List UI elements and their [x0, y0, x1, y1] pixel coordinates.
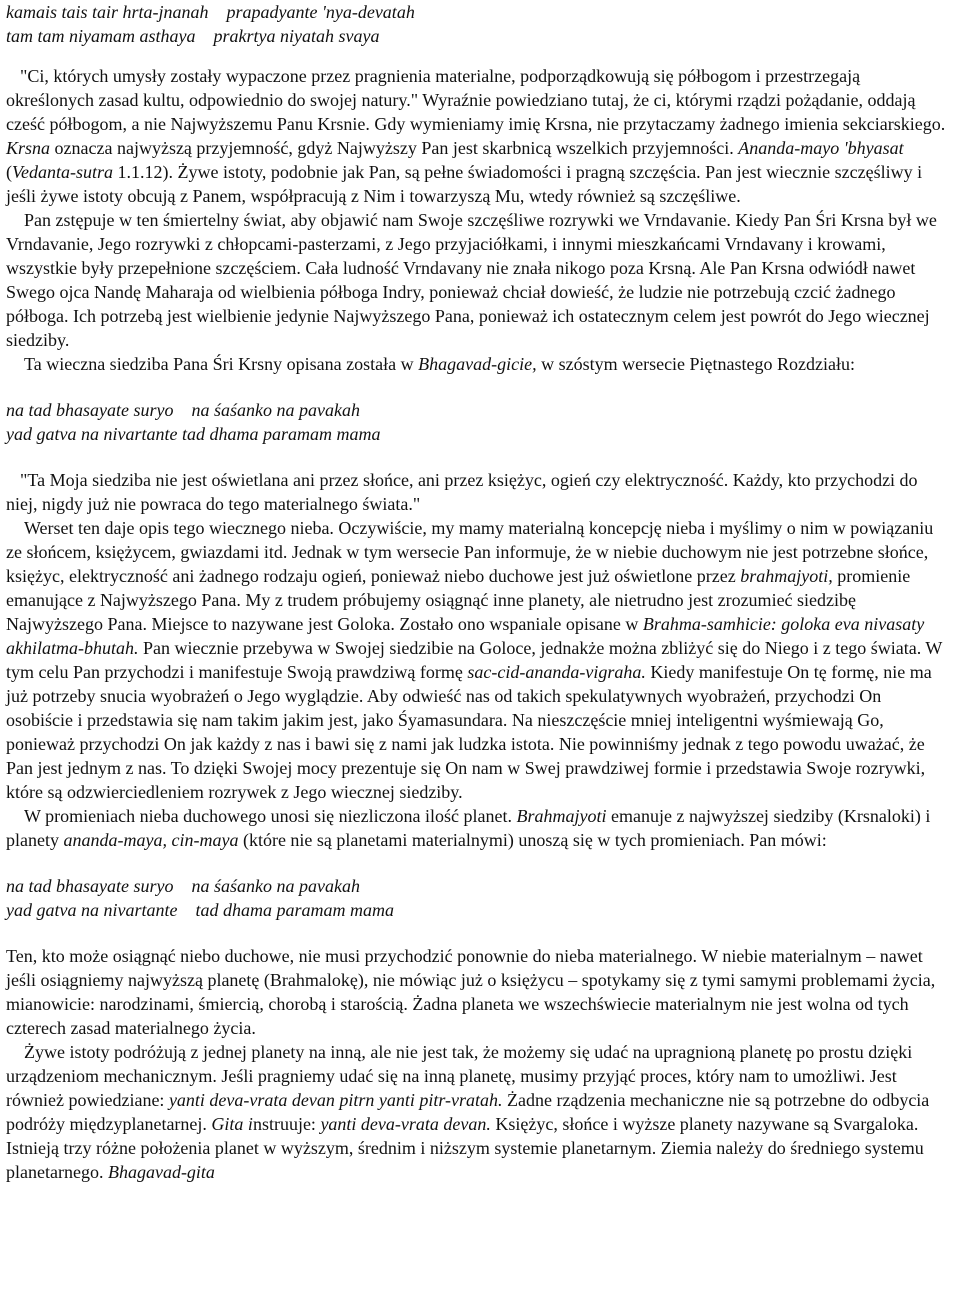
italic-term: ananda-maya, cin-maya — [63, 830, 239, 850]
verse-line — [6, 422, 952, 446]
spacer — [6, 922, 952, 944]
verse-line — [6, 0, 952, 24]
text-span: Żadne rządzenia mechaniczne nie są potrzebne do odbycia podróży międzyplanetarnej. — [6, 1090, 930, 1134]
verse-text: yad gatva na nivartante — [6, 900, 178, 920]
verse-line — [6, 24, 952, 48]
text-span: Pan wiecznie przebywa w Swojej siedzibie na Goloce, jednakże można zbliżyć się do Niego i z tego świata. W tym celu Pan przychodzi i manifestuje Swoją prawdziwą formę — [6, 638, 943, 682]
text-span: Żywe istoty podróżują z jednej planety na inną, ale nie jest tak, że możemy się udać na upragnioną planetę po prostu dzięki urządzeniom mechanicznym. Jeśli pragniemy udać się na inną planetę, musimy przyjąć proces, który nam to umożliwi. Jest również powiedziane: — [6, 1042, 913, 1110]
text-span: w szóstym wersecie Piętnastego Rozdziału: — [536, 354, 856, 374]
text-span: W promieniach nieba duchowego unosi się niezliczona ilość planet. — [24, 806, 517, 826]
paragraph-7: Ten, kto może osiągnąć niebo duchowe, nie musi przychodzić ponownie do nieba materialnego. W niebie materialnym – nawet jeśli osiągniemy najwyższą planetę (Brahmalokę), nie mówiąc już o księżycu – spotykamy się z tymi samymi problemami życia, mianowicie: narodzinami, śmiercią, chorobą i starością. Żadna planeta we wszechświecie materialnym nie jest wolna od tych czterech zasad materialnego życia. — [6, 946, 936, 1038]
verse-text: na śaśanko na pavakah — [191, 400, 360, 420]
text-span: Wyraźnie powiedziano tutaj, że ci, którymi rządzi pożądanie, oddają cześć półbogom, a nie Najwyższemu Panu Krsnie. Gdy wymieniamy imię Krsna, nie przytaczamy żadnego imienia sekciarskiego. — [6, 90, 946, 134]
paragraph-3 — [6, 352, 952, 376]
text-span: ( — [6, 162, 12, 182]
verse-text: yad gatva na nivartante tad dhama paramam mama — [6, 424, 381, 444]
text-span: "Ci, których umysły zostały wypaczone przez pragnienia materialne, podporządkowują się półbogom i przestrzegają określonych zasad kultu, odpowiednio do swojej natury." — [6, 66, 861, 110]
italic-term: Ananda-mayo 'bhyasat — [738, 138, 904, 158]
italic-term: yanti deva-vrata devan pitrn yanti pitr-vratah. — [168, 1090, 503, 1110]
verse-text: na tad bhasayate suryo — [6, 400, 174, 420]
text-span: emanuje z najwyższej siedziby (Krsnaloki) i planety — [6, 806, 931, 850]
paragraph-translation-2: "Ta Moja siedziba nie jest oświetlana ani przez słońce, ani przez księżyc, ogień czy elektryczność. Każdy, kto przychodzi do niej, nigdy już nie powraca do tego materialnego świata." — [6, 470, 918, 514]
verse-block-1 — [6, 0, 952, 48]
italic-term: Brahmajyoti — [516, 806, 607, 826]
italic-term: yanti deva-vrata devan. — [320, 1114, 491, 1134]
verse-text: tad dhama paramam mama — [195, 900, 394, 920]
spacer — [6, 446, 952, 468]
paragraph-5 — [6, 516, 952, 804]
verse-line — [6, 898, 952, 922]
spacer — [6, 48, 952, 64]
italic-term: brahmajyoti, — [740, 566, 833, 586]
text-span: nstruuje: — [252, 1114, 321, 1134]
italic-term: Krsna — [6, 138, 51, 158]
paragraph-8 — [6, 1040, 952, 1184]
verse-text: na śaśanko na pavakah — [191, 876, 360, 896]
spacer — [6, 852, 952, 874]
italic-term: Bhagavad-gicie, — [418, 354, 537, 374]
verse-text: prapadyante 'nya-devatah — [226, 2, 415, 22]
text-span: 1.1.12). Żywe istoty, podobnie jak Pan, są pełne świadomości i pragną szczęścia. Pan jest wiecznie szczęśliwy i jeśli żywe istoty obcują z Panem, współpracują z Nim i towarzyszą Mu, wtedy również są szczęśliwe. — [6, 162, 923, 206]
italic-term: Vedanta-sutra — [12, 162, 113, 182]
spacer — [6, 376, 952, 398]
verse-text: kamais tais tair hrta-jnanah — [6, 2, 209, 22]
verse-line — [6, 398, 952, 422]
verse-block-3 — [6, 874, 952, 922]
italic-term: Bhagavad-gita — [107, 1162, 215, 1182]
paragraph-translation-1 — [6, 64, 952, 208]
text-span: oznacza najwyższą przyjemność, gdyż Najwyższy Pan jest skarbnicą wszelkich przyjemności. — [50, 138, 739, 158]
verse-text: tam tam niyamam asthaya — [6, 26, 196, 46]
italic-term: sac-cid-ananda-vigraha. — [467, 662, 646, 682]
verse-text: prakrtya niyatah svaya — [213, 26, 380, 46]
verse-text: na tad bhasayate suryo — [6, 876, 174, 896]
text-span: Kiedy manifestuje On tę formę, nie ma już potrzeby snucia wyobrażeń o Jego wyglądzie. Aby odwieść nas od takich spekulatywnych wyobrażeń, przychodzi On osobiście i przedstawia się nam takim jakim jest, jako Śyamasundara. Na nieszczęście mniej inteligentni wyśmiewają Go, ponieważ przychodzi On jak każdy z nas i bawi się z nami jak ludzka istota. Nie powinniśmy jednak z tego powodu uważać, że Pan jest jednym z nas. To dzięki Swojej mocy prezentuje się On nam w Swej prawdziwej formie i przedstawia Swoje rozrywki, które są odzwierciedleniem rozrywek z Jego wiecznej siedziby. — [6, 662, 932, 802]
text-span: Księżyc, słońce i wyższe planety nazywane są Svargaloka. Istnieją trzy różne położenia planet w wyższym, średnim i niższym systemie planetarnym. Ziemia należy do średniego systemu planetarnego. — [6, 1114, 924, 1182]
text-span: Werset ten daje opis tego wiecznego nieba. Oczywiście, my mamy materialną koncepcję nieba i myślimy o nim w powiązaniu ze słońcem, księżycem, gwiazdami itd. Jednak w tym wersecie Pan informuje, że w niebie duchowym nie jest potrzebne słońce, księżyc, elektryczność ani żadnego rodzaju ogień, ponieważ niebo duchowe jest już oświetlone przez — [6, 518, 934, 586]
text-span: (które nie są planetami materialnymi) unoszą się w tych promieniach. Pan mówi: — [238, 830, 827, 850]
paragraph-2: Pan zstępuje w ten śmiertelny świat, aby objawić nam Swoje szczęśliwe rozrywki we Vrndavanie. Kiedy Pan Śri Krsna był we Vrndavanie, Jego rozrywki z chłopcami-pasterzami, z Jego przyjaciółkami, i innymi mieszkańcami Vrndavany i krowami, wszystkie były przepełnione szczęściem. Cała ludność Vrndavany nie znała nikogo poza Krsną. Ale Pan Krsna odwiódł nawet Swego ojca Nandę Maharaja od wielbienia półboga Indry, ponieważ chciał dowieść, że ludzie nie potrzebują czcić żadnego półboga. Ich potrzebą jest wielbienie jedynie Najwyższego Pana, ponieważ ich ostatecznym celem jest powrót do Jego wiecznej siedziby. — [6, 210, 937, 350]
italic-term: Gita i — [211, 1114, 253, 1134]
paragraph-6 — [6, 804, 952, 852]
verse-line — [6, 874, 952, 898]
text-span: promienie emanujące z Najwyższego Pana. My z trudem próbujemy osiągnąć inne planety, ale nietrudno jest zrozumieć siedzibę Najwyższego Pana. Miejsce to nazywane jest Goloka. Zostało ono wspaniale opisane w — [6, 566, 911, 634]
text-span: Ta wieczna siedziba Pana Śri Krsny opisana została w — [24, 354, 419, 374]
italic-term: Brahma-samhicie: goloka eva nivasaty akhilatma-bhutah. — [6, 614, 925, 658]
verse-block-2 — [6, 398, 952, 446]
